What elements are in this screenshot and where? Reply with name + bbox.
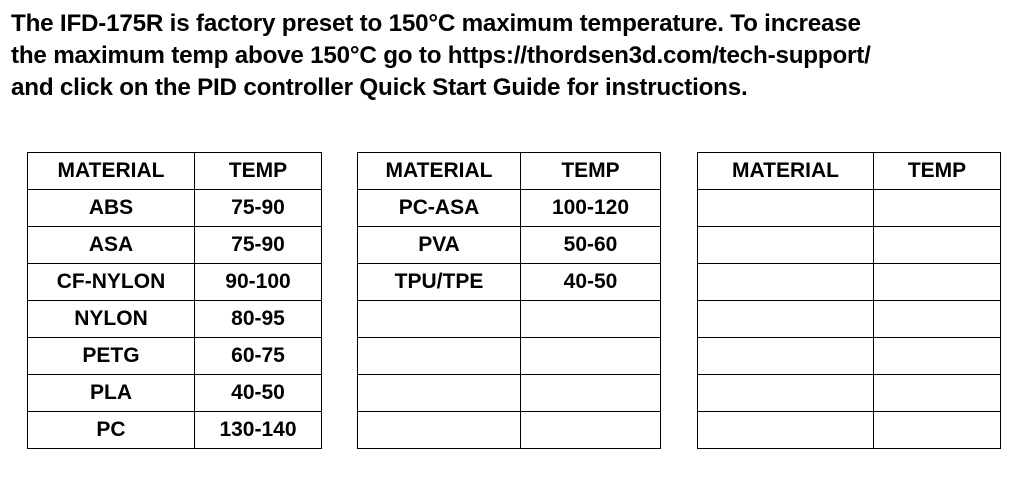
temp-cell: 90-100	[195, 264, 322, 301]
temp-cell	[521, 412, 661, 449]
table-row	[28, 264, 322, 301]
temp-cell: 80-95	[195, 301, 322, 338]
material-cell	[358, 301, 521, 338]
intro-text	[11, 8, 1021, 104]
temp-cell	[874, 375, 1001, 412]
material-cell: PLA	[28, 375, 195, 412]
table-row	[28, 375, 322, 412]
table-row	[28, 227, 322, 264]
header-row	[28, 153, 322, 190]
material-cell	[698, 338, 874, 375]
material-cell: PC-ASA	[358, 190, 521, 227]
intro-line-2: the maximum temp above 150°C go to https://thordsen3d.com/tech-support/	[11, 42, 871, 69]
temp-cell: 60-75	[195, 338, 322, 375]
temp-column-header: TEMP	[874, 153, 1001, 190]
material-cell	[358, 375, 521, 412]
material-column-header: MATERIAL	[358, 153, 521, 190]
material-cell	[698, 412, 874, 449]
temp-cell: 40-50	[195, 375, 322, 412]
material-cell: ASA	[28, 227, 195, 264]
header-row	[358, 153, 661, 190]
table-row	[698, 338, 1001, 375]
table-row	[358, 227, 661, 264]
table-row	[28, 301, 322, 338]
temp-column-header: TEMP	[521, 153, 661, 190]
temp-cell: 130-140	[195, 412, 322, 449]
material-cell: NYLON	[28, 301, 195, 338]
table-row	[28, 412, 322, 449]
table-row	[358, 375, 661, 412]
temp-cell	[874, 301, 1001, 338]
table-row	[698, 264, 1001, 301]
temperature-table-3	[697, 152, 1001, 449]
table-row	[28, 338, 322, 375]
table-row	[698, 227, 1001, 264]
material-cell	[358, 412, 521, 449]
material-cell	[698, 227, 874, 264]
table-row	[358, 412, 661, 449]
temp-cell: 100-120	[521, 190, 661, 227]
material-cell	[358, 338, 521, 375]
table-row	[358, 338, 661, 375]
table-row	[698, 375, 1001, 412]
temp-cell: 75-90	[195, 227, 322, 264]
temp-cell	[521, 301, 661, 338]
material-cell: PVA	[358, 227, 521, 264]
table-row	[358, 190, 661, 227]
temp-column-header: TEMP	[195, 153, 322, 190]
material-cell	[698, 264, 874, 301]
temp-cell	[874, 264, 1001, 301]
material-cell	[698, 190, 874, 227]
material-column-header: MATERIAL	[698, 153, 874, 190]
table-row	[28, 190, 322, 227]
material-column-header: MATERIAL	[28, 153, 195, 190]
temp-cell	[521, 375, 661, 412]
table-row	[698, 412, 1001, 449]
material-cell: TPU/TPE	[358, 264, 521, 301]
header-row	[698, 153, 1001, 190]
temp-cell	[874, 338, 1001, 375]
table-row	[698, 190, 1001, 227]
temperature-table-2	[357, 152, 661, 449]
temp-cell	[521, 338, 661, 375]
material-cell	[698, 375, 874, 412]
temp-cell	[874, 190, 1001, 227]
temp-cell	[874, 227, 1001, 264]
temp-cell: 50-60	[521, 227, 661, 264]
temperature-table-1	[27, 152, 322, 449]
table-row	[698, 301, 1001, 338]
material-cell: PETG	[28, 338, 195, 375]
temp-cell: 40-50	[521, 264, 661, 301]
material-cell: CF-NYLON	[28, 264, 195, 301]
temp-cell	[874, 412, 1001, 449]
table-row	[358, 301, 661, 338]
material-cell: ABS	[28, 190, 195, 227]
material-cell	[698, 301, 874, 338]
material-cell: PC	[28, 412, 195, 449]
intro-line-1: The IFD-175R is factory preset to 150°C maximum temperature. To increase	[11, 10, 861, 37]
temp-cell: 75-90	[195, 190, 322, 227]
table-row	[358, 264, 661, 301]
intro-line-3: and click on the PID controller Quick Start Guide for instructions.	[11, 74, 748, 101]
